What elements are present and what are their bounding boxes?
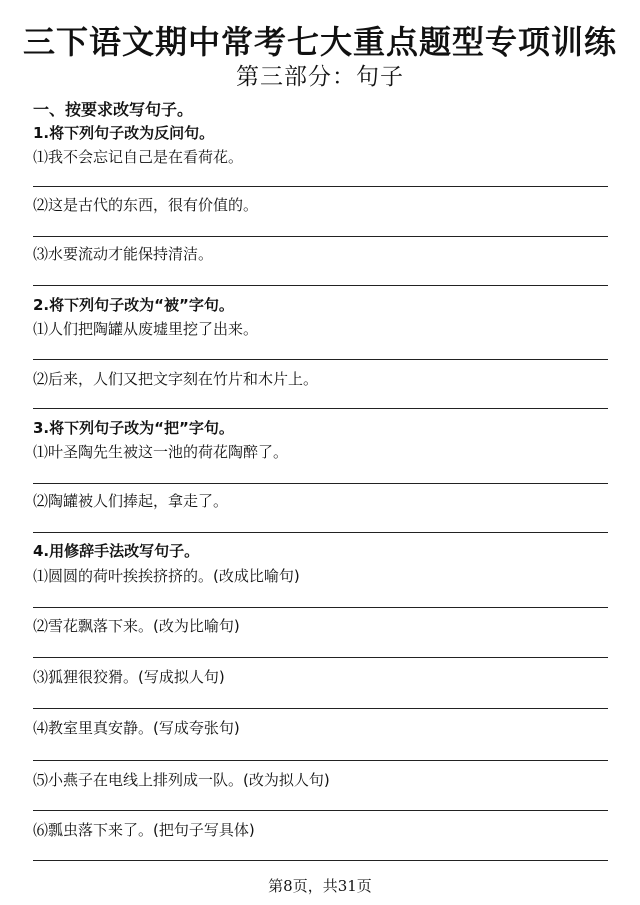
answer-line[interactable] bbox=[33, 810, 608, 811]
answer-line[interactable] bbox=[33, 285, 608, 286]
question-text: ⑴圆圆的荷叶挨挨挤挤的。(改成比喻句) bbox=[33, 567, 300, 585]
group-heading: 4.用修辞手法改写句子。 bbox=[33, 542, 200, 560]
answer-line[interactable] bbox=[33, 657, 608, 658]
question-text: ⑵雪花飘落下来。(改为比喻句) bbox=[33, 617, 240, 635]
answer-line[interactable] bbox=[33, 483, 608, 484]
question-text: ⑵后来，人们又把文字刻在竹片和木片上。 bbox=[33, 370, 319, 388]
question-text: ⑷教室里真安静。(写成夸张句) bbox=[33, 719, 240, 737]
question-text: ⑴人们把陶罐从废墟里挖了出来。 bbox=[33, 320, 259, 338]
answer-line[interactable] bbox=[33, 186, 608, 187]
question-text: ⑶水要流动才能保持清洁。 bbox=[33, 245, 214, 263]
group-heading: 1.将下列句子改为反问句。 bbox=[33, 124, 215, 142]
answer-line[interactable] bbox=[33, 708, 608, 709]
answer-line[interactable] bbox=[33, 532, 608, 533]
group-heading: 3.将下列句子改为“把”字句。 bbox=[33, 419, 234, 437]
answer-line[interactable] bbox=[33, 359, 608, 360]
answer-line[interactable] bbox=[33, 408, 608, 409]
question-text: ⑹瓢虫落下来了。(把句子写具体) bbox=[33, 821, 255, 839]
answer-line[interactable] bbox=[33, 607, 608, 608]
question-text: ⑸小燕子在电线上排列成一队。(改为拟人句) bbox=[33, 771, 330, 789]
answer-line[interactable] bbox=[33, 236, 608, 237]
question-text: ⑶狐狸很狡猾。(写成拟人句) bbox=[33, 668, 225, 686]
group-heading: 2.将下列句子改为“被”字句。 bbox=[33, 296, 234, 314]
page-title: 三下语文期中常考七大重点题型专项训练 bbox=[22, 23, 617, 61]
answer-line[interactable] bbox=[33, 860, 608, 861]
section-title: 一、按要求改写句子。 bbox=[33, 100, 194, 119]
question-text: ⑴叶圣陶先生被这一池的荷花陶醉了。 bbox=[33, 443, 289, 461]
page-subtitle: 第三部分：句子 bbox=[236, 64, 404, 90]
question-text: ⑵陶罐被人们捧起，拿走了。 bbox=[33, 492, 229, 510]
question-text: ⑵这是古代的东西，很有价值的。 bbox=[33, 196, 259, 214]
answer-line[interactable] bbox=[33, 760, 608, 761]
question-text: ⑴我不会忘记自己是在看荷花。 bbox=[33, 148, 244, 166]
page-number: 第8页，共31页 bbox=[268, 877, 372, 895]
